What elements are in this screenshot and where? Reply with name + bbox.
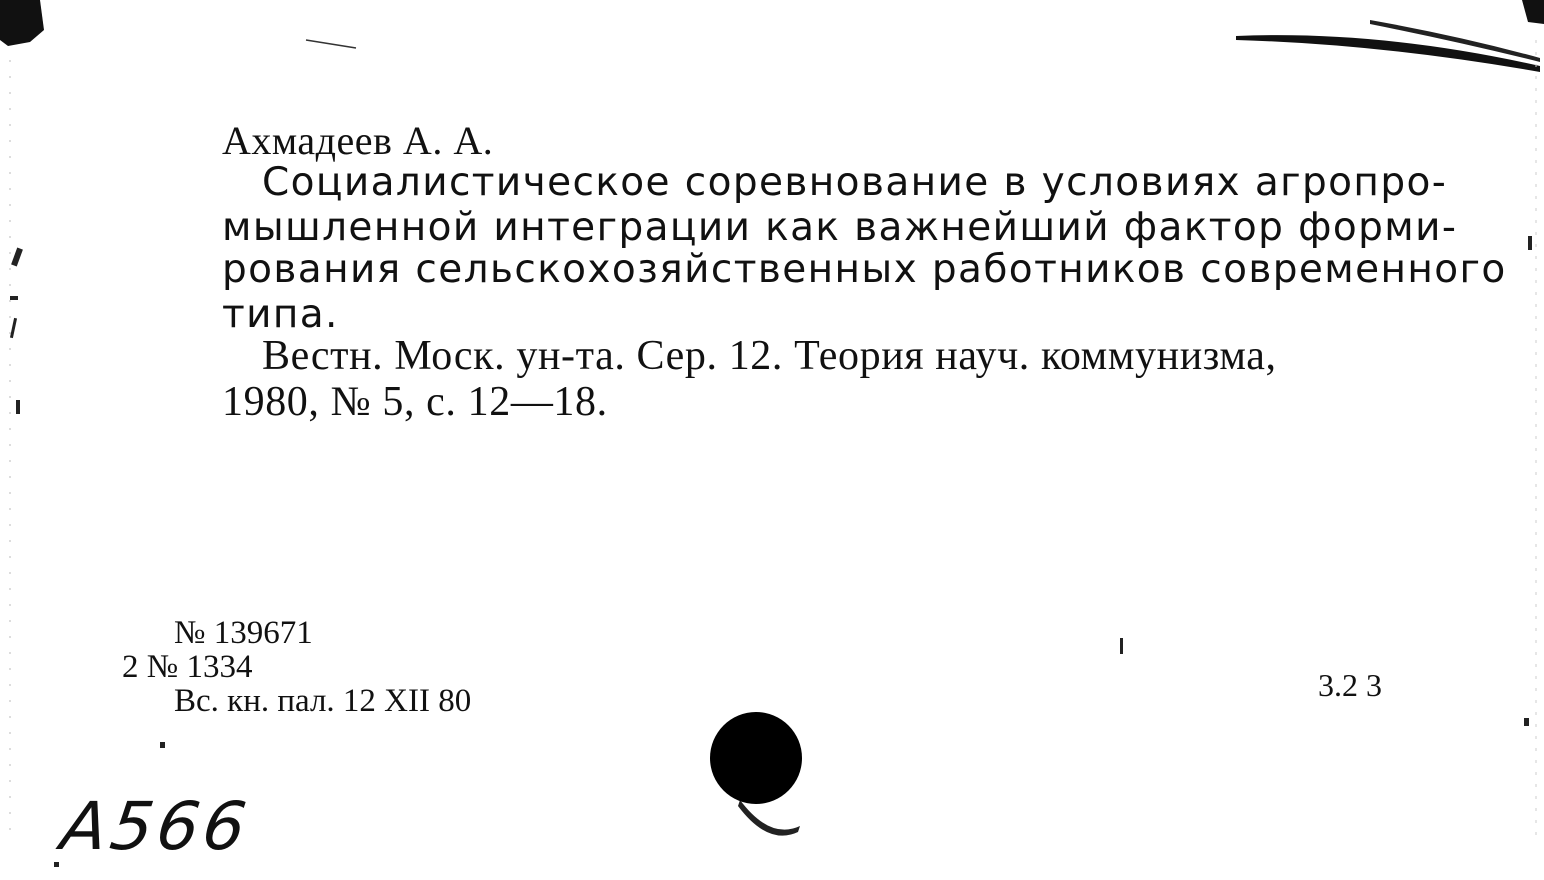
secondary-number: 2 № 1334 [122, 649, 253, 685]
record-number: № 139671 [174, 615, 313, 651]
source-citation-line: 1980, № 5, с. 12—18. [222, 379, 608, 425]
title-line: рования сельскохозяйственных работников современного [222, 247, 1507, 292]
title-line: мышленной интеграции как важнейший фактор форми- [222, 205, 1458, 250]
handwritten-code: A566 [56, 788, 255, 865]
card-punch-hole [710, 712, 802, 804]
author-name: Ахмадеев А. А. [222, 118, 494, 163]
classification-code: 3.2 3 [1318, 667, 1382, 703]
registry-stamp: Вс. кн. пал. 12 XII 80 [174, 683, 472, 719]
title-line: типа. [222, 292, 339, 337]
title-line: Социалистическое соревнование в условиях агропро- [262, 160, 1448, 205]
source-citation-line: Вестн. Моск. ун-та. Сер. 12. Теория науч. коммунизма, [262, 333, 1277, 379]
